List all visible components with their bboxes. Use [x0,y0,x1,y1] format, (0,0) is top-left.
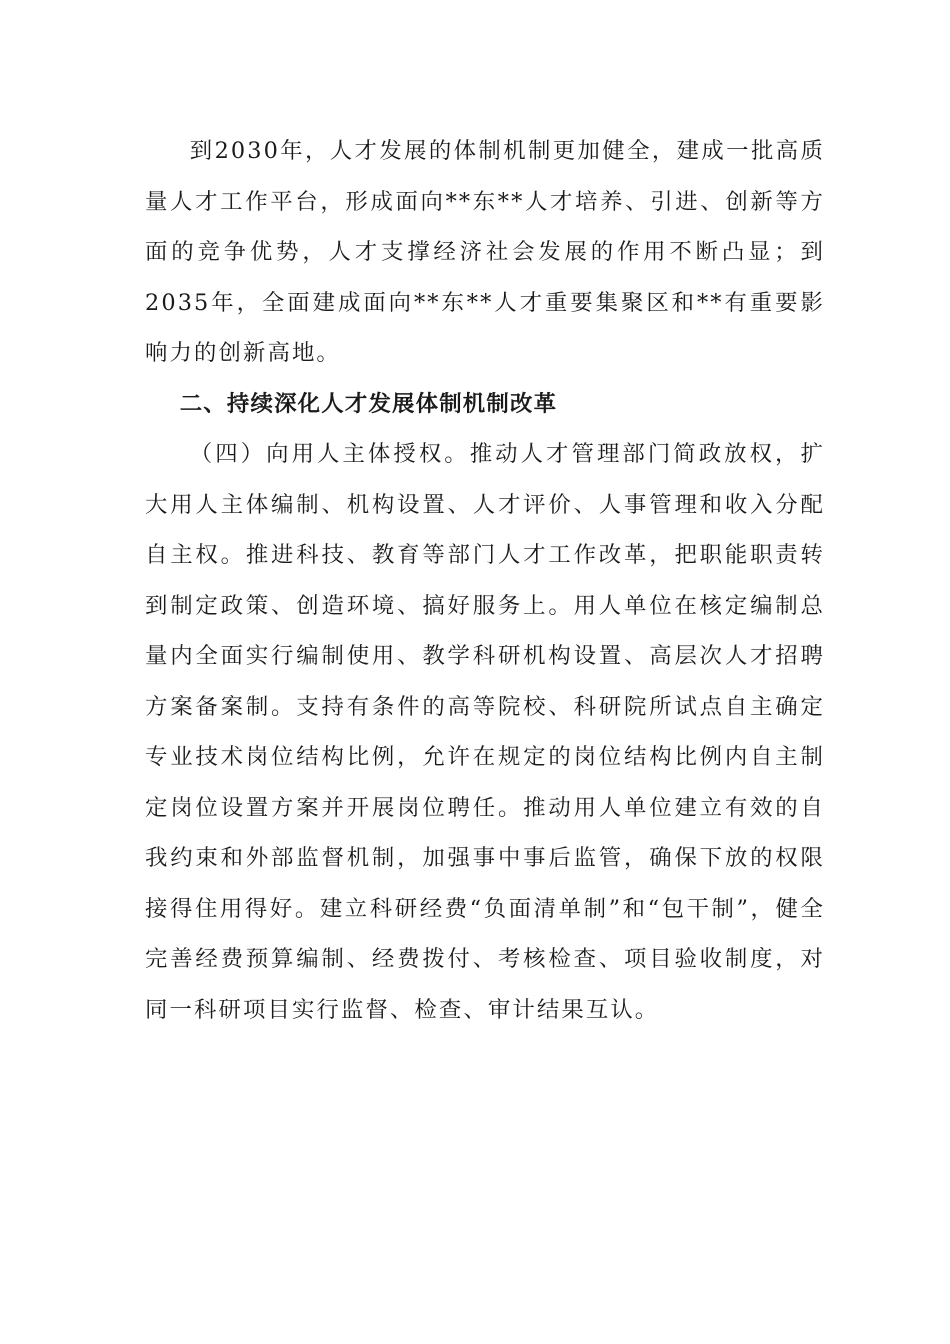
document-page [145,126,825,1035]
section-heading: 二、持续深化人才发展体制机制改革 [179,390,558,417]
paragraph-authorization: （四）向用人主体授权。推动人才管理部门简政放权，扩大用人主体编制、机构设置、人才评价、人事管理和收入分配自主权。推进科技、教育等部门人才工作改革，把职能职责转到制定政策、创造环境、搞好服务上。用人单位在核定编制总量内全面实行编制使用、教学科研机构设置、高层次人才招聘方案备案制。支持有条件的高等院校、科研院所试点自主确定专业技术岗位结构比例，允许在规定的岗位结构比例内自主制定岗位设置方案并开展岗位聘任。推动用人单位建立有效的自我约束和外部监督机制，加强事中事后监管，确保下放的权限接得住用得好。建立科研经费“负面清单制”和“包干制”，健全完善经费预算编制、经费拨付、考核检查、项目验收制度，对同一科研项目实行监督、检查、审计结果互认。 [145,441,825,1023]
paragraph-talent-goals: 到2030年，人才发展的体制机制更加健全，建成一批高质量人才工作平台，形成面向**东**人才培养、引进、创新等方面的竞争优势，人才支撑经济社会发展的作用不断凸显；到2035年，全面建成面向**东**人才重要集聚区和**有重要影响力的创新高地。 [145,138,825,366]
